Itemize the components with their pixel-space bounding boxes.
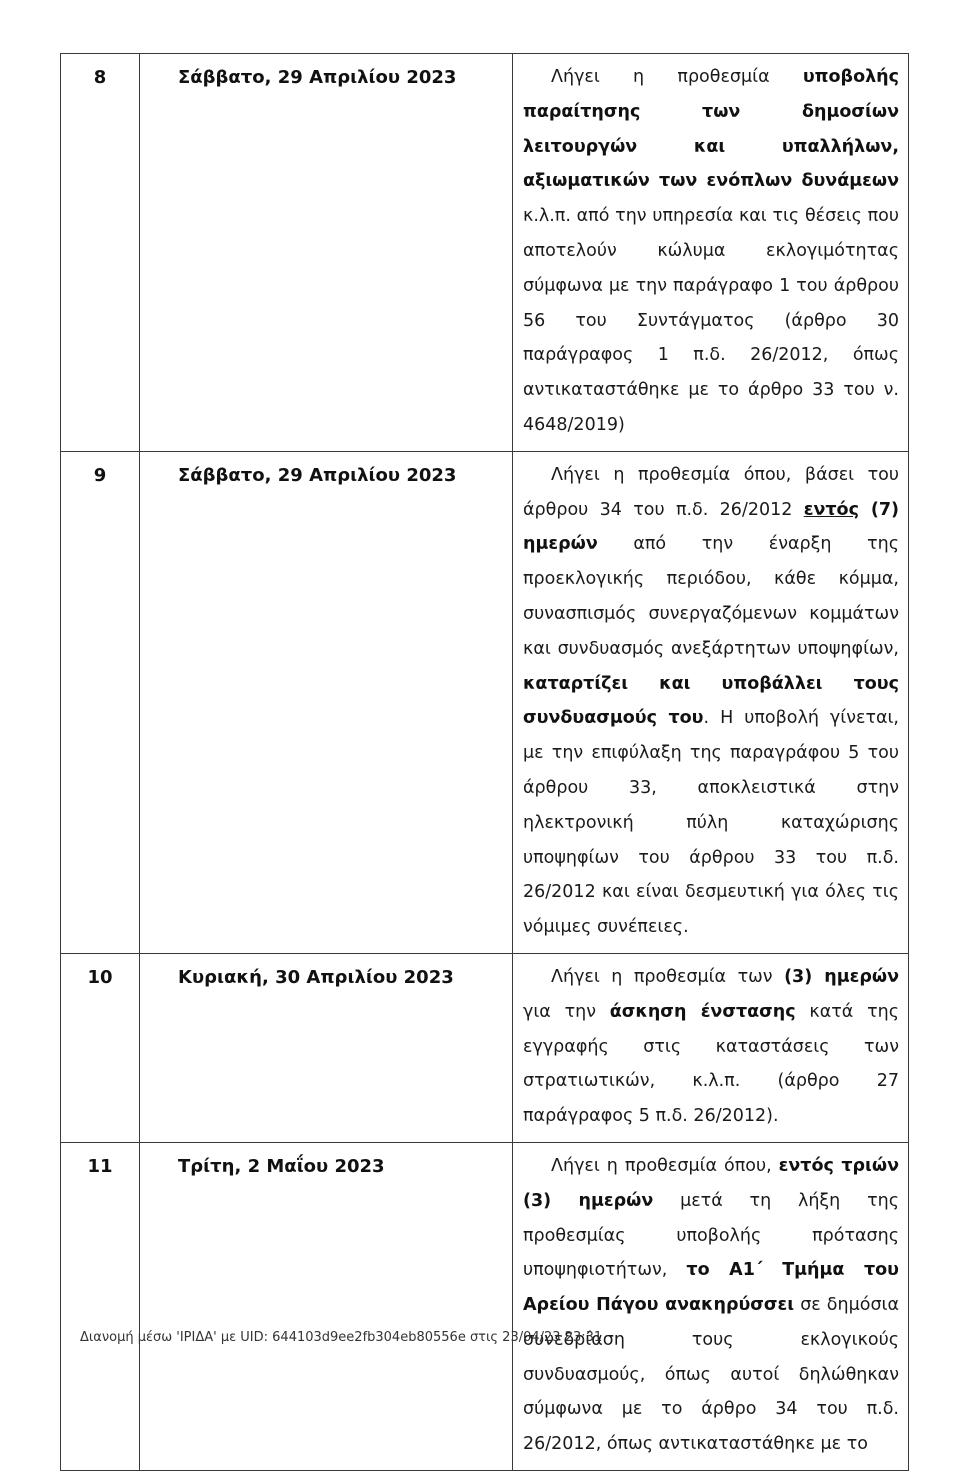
description-text: Λήγει η προθεσμία όπου, [551, 1155, 779, 1176]
row-description [513, 54, 908, 451]
row-description [513, 954, 908, 1142]
row-date: Σάββατο, 29 Απριλίου 2023 [178, 67, 457, 88]
row-description-cell [513, 953, 909, 1142]
schedule-table-body [61, 54, 909, 1471]
description-emphasis: άσκηση ένστασης [609, 1001, 796, 1022]
description-emphasis: εντός τριών (3) ημερών [523, 1155, 899, 1211]
description-emphasis: καταρτίζει και υποβάλλει τους συνδυασμούς του [523, 673, 899, 729]
row-description-cell [513, 54, 909, 452]
row-description-cell [513, 451, 909, 953]
row-description [513, 1143, 908, 1470]
description-emphasis: (3) ημερών [784, 966, 899, 987]
row-number-cell [61, 1142, 140, 1470]
description-text: Λήγει η προθεσμία όπου, βάσει του άρθρου 34 του π.δ. 26/2012 [523, 464, 899, 520]
description-text: . Η υποβολή γίνεται, με την επιφύλαξη της παραγράφου 5 του άρθρου 33, αποκλειστικά στην ηλεκτρονική πύλη καταχώρισης υποψηφίων του άρθρου 33 του π.δ. 26/2012 και είναι δεσμευτική για όλες τις νόμιμες συνέπειες. [523, 708, 899, 938]
election-schedule-table [60, 53, 909, 1471]
description-emphasis: εντός [803, 499, 859, 520]
row-number: 8 [93, 67, 107, 88]
schedule-row [61, 953, 909, 1142]
row-number: 11 [87, 1155, 113, 1177]
distribution-footer: Διανομή μέσω 'ΙΡΙΔΑ' με UID: 644103d9ee2fb304eb80556e στις 23/04/23 23:31 [80, 1330, 603, 1345]
description-emphasis: το Α1΄ Τμήμα του Αρείου Πάγου ανακηρύσσει [523, 1260, 899, 1316]
row-date: Σάββατο, 29 Απριλίου 2023 [178, 464, 457, 486]
schedule-row [61, 451, 909, 953]
row-description-cell [513, 1142, 909, 1470]
row-number-cell [61, 953, 140, 1142]
row-date-cell [140, 54, 513, 452]
description-emphasis: υποβολής παραίτησης των δημοσίων λειτουργών και υπαλλήλων, αξιωματικών των ενόπλων δυνάμεων [523, 67, 899, 192]
row-description [513, 452, 908, 953]
row-number: 10 [87, 966, 113, 988]
description-text: για την [523, 1001, 610, 1022]
description-text: από την έναρξη της προεκλογικής περιόδου, κάθε κόμμα, συνασπισμός συνεργαζόμενων κομμάτων και συνδυασμός ανεξάρτητων υποψηφίων, [523, 534, 899, 659]
row-date-cell [140, 1142, 513, 1470]
row-number: 9 [93, 464, 107, 486]
schedule-row [61, 1142, 909, 1470]
description-emphasis: (7) ημερών [523, 499, 899, 555]
description-underline [804, 500, 859, 520]
schedule-row [61, 54, 909, 452]
row-date: Κυριακή, 30 Απριλίου 2023 [178, 966, 454, 988]
row-date-cell [140, 451, 513, 953]
description-text: μετά τη λήξη της προθεσμίας υποβολής πρότασης υποψηφιοτήτων, [523, 1190, 899, 1281]
description-text: Λήγει η προθεσμία των [551, 966, 785, 987]
row-number-cell [61, 54, 140, 452]
row-date: Τρίτη, 2 Μαΐου 2023 [178, 1155, 385, 1177]
description-text: Λήγει η προθεσμία [551, 67, 803, 87]
description-text: κατά της εγγραφής στις καταστάσεις των στρατιωτικών, κ.λ.π. (άρθρο 27 παράγραφος 5 π.δ. 26/2012). [523, 1001, 899, 1127]
description-text: σε δημόσια συνεδρίαση τους εκλογικούς συνδυασμούς, όπως αυτοί δηλώθηκαν σύμφωνα με το άρθρο 34 του π.δ. 26/2012, όπως αντικαταστάθηκε με το [523, 1295, 899, 1455]
row-date-cell [140, 953, 513, 1142]
description-text: κ.λ.π. από την υπηρεσία και τις θέσεις που αποτελούν κώλυμα εκλογιμότητας σύμφωνα με την παράγραφο 1 του άρθρου 56 του Συντάγματος (άρθρο 30 παράγραφος 1 π.δ. 26/2012, όπως αντικαταστάθηκε με το άρθρο 33 του ν. 4648/2019) [523, 206, 899, 435]
row-number-cell [61, 451, 140, 953]
